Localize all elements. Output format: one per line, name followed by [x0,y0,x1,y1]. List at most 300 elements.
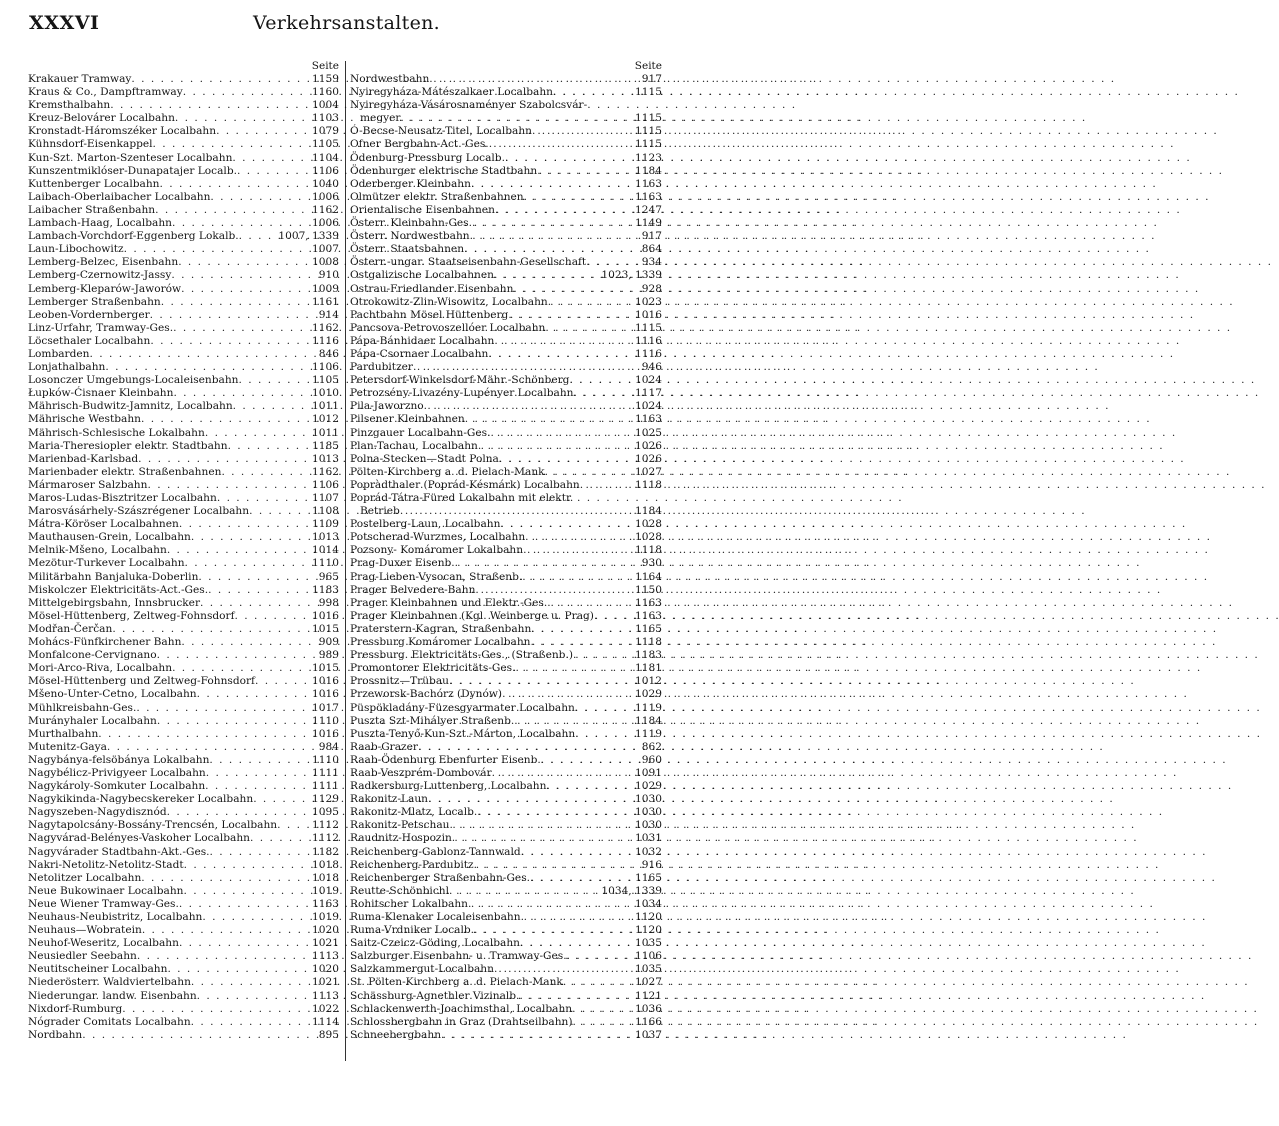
index-entry [350,138,662,151]
dot-leader [138,453,310,466]
entry-page: 1149 [635,217,662,230]
entry-name: Löcsethaler Localbahn [28,334,151,347]
dot-leader [167,963,310,976]
entry-page: 1008 [312,256,339,269]
entry-page: 1162 [312,321,339,334]
entry-name: Lambach-Haag, Localbahn [28,217,173,230]
dot-leader [191,976,310,989]
dot-leader [494,269,599,282]
dot-leader [175,112,310,125]
dot-leader [474,924,633,937]
index-entry [28,204,339,217]
index-entry [350,754,662,767]
entry-name: Neutitscheiner Localbahn [28,963,168,976]
dot-leader [548,296,633,309]
index-entry [28,688,339,701]
index-entry [350,73,662,86]
entry-page: 1040 [312,177,339,190]
entry-name: Kraus & Co., Dampftramway [28,86,183,99]
entry-name: Potscherad-Wurzmes, Localbahn [350,531,526,544]
entry-name: Raab-Veszprém-Dombovár [350,766,492,779]
index-entry [350,125,662,138]
entry-name: Nakri-Netolitz-Netolitz-Stadt [28,858,184,871]
dot-leader [472,217,633,230]
index-entry [28,152,339,165]
entry-name: Schässburg-Agnethler Vizinalb. [350,989,520,1002]
dot-leader [429,73,639,86]
entry-page: 946 [641,361,662,374]
entry-page: 1034 [635,897,662,910]
dot-leader [150,335,310,348]
index-entry [28,112,339,125]
dot-leader [171,269,316,282]
entry-name: Rakonitz-Mlatz, Localb. [350,806,478,819]
dot-leader [594,610,633,623]
entry-name: Lemberg-Czernowitz-Jassy [28,269,172,282]
dot-leader [586,256,640,269]
entry-name: Orientalische Eisenbahnen [350,203,495,216]
entry-name: Kreuz-Belovárer Localbahn [28,112,175,125]
entry-page: 1006 [312,217,339,230]
page-header [29,12,664,38]
entry-name: Prag-Lieben-Vysocan, Straßenb. [350,570,523,583]
dot-leader [580,479,633,492]
index-entry [28,610,339,623]
index-entry [350,531,662,544]
dot-leader [122,1003,310,1016]
dot-leader [161,296,310,309]
entry-page: 1115 [635,125,662,138]
entry-name: Otrokowitz-Zlin-Wisowitz, Localbahn [350,295,548,308]
dot-leader [553,86,633,99]
entry-page: 1159 [312,73,339,85]
entry-page: 1163 [635,609,662,622]
index-entry [28,440,339,453]
index-entry [28,492,339,505]
dot-leader [492,767,633,780]
entry-page: 1160 [312,86,339,99]
entry-name: Nixdorf-Rumburg [28,1002,123,1015]
dot-leader [532,125,633,138]
index-entry [350,335,662,348]
dot-leader [449,885,599,898]
entry-page: 1030 [635,806,662,819]
index-entry [28,322,339,335]
entry-name: Reichenberger Straßenbahn-Ges. [350,871,531,884]
entry-name: Rohitscher Lokalbahn [350,897,468,910]
dot-leader [155,204,310,217]
dot-leader [197,990,310,1003]
entry-name: Schlossbergbahn in Graz (Drahtseilbahn) [350,1015,573,1028]
entry-page: 1106 [312,361,339,374]
dot-leader [210,846,311,859]
entry-name: Linz-Urfahr, Tramway-Ges. [28,321,174,334]
entry-name: Neuhof-Weseritz, Localbahn [28,937,179,950]
dot-leader [160,178,311,191]
entry-page: 1120 [635,924,662,937]
index-entry [28,623,339,636]
entry-page: 1163 [312,897,339,910]
dot-leader [546,780,633,793]
entry-page: 1036 [635,1002,662,1015]
index-entry [28,125,339,138]
index-entry [28,544,339,557]
entry-name: megyer [360,112,401,125]
index-entry [350,322,662,335]
index-entry [350,859,662,872]
index-entry [350,636,662,649]
index-entry [350,112,662,125]
entry-name: Ödenburger elektrische Stadtbahn [350,164,538,177]
entry-page: 1013 [312,531,339,544]
entry-name: Murányhaler Localbahn [28,714,157,727]
dot-leader [531,623,633,636]
entry-name: Mármaroser Salzbahn [28,478,148,491]
index-entry [28,479,339,492]
index-entry [350,387,662,400]
index-entry [350,976,662,989]
dot-leader [522,571,633,584]
dot-leader [141,872,310,885]
entry-page: 1129 [312,793,339,806]
entry-page: 1247 [635,203,662,216]
index-column-left [28,60,339,1042]
entry-page: 1021 [312,976,339,989]
entry-name: Mährisch-Budwitz-Jamnitz, Localbahn [28,400,233,413]
entry-page: 1165 [635,622,662,635]
index-entry [28,217,339,230]
dot-leader [513,283,639,296]
entry-name: Reichenberg-Gablonz-Tannwald [350,845,521,858]
dot-leader [465,413,633,426]
index-entry [28,269,339,282]
entry-page: 1163 [635,596,662,609]
index-entry [28,466,339,479]
index-entry [350,702,662,715]
dot-leader [452,832,633,845]
index-entry [350,950,662,963]
index-entry [350,1029,662,1042]
entry-page: 1184 [635,505,662,518]
dot-leader [184,859,310,872]
index-entry [28,754,339,767]
index-entry [28,924,339,937]
entry-page: 1007, 1339 [278,230,339,243]
dot-leader [249,505,310,518]
entry-name: Mösel-Hüttenberg, Zeltweg-Fohnsdorf [28,609,235,622]
entry-name: Laibacher Straßenbahn [28,203,156,216]
index-entry [28,309,339,322]
entry-name: Raudnitz-Hospozin [350,832,452,845]
entry-name: Raab-Ödenburg Ebenfurter Eisenb. [350,753,541,766]
entry-name: Plan-Tachau, Localbahn [350,439,478,452]
entry-page: 1030 [635,819,662,832]
dot-leader [197,688,310,701]
index-entry [28,846,339,859]
dot-leader [424,400,633,413]
index-entry [350,832,662,845]
entry-name: Nagyszeben-Nagydisznód [28,806,167,819]
entry-page: 1109 [312,518,339,531]
index-entry [28,885,339,898]
index-entry [350,793,662,806]
entry-name: Schneebergbahn [350,1028,442,1041]
entry-page: 1016 [312,727,339,740]
index-entry [28,531,339,544]
entry-page: 1163 [635,177,662,190]
entry-page: 934 [641,256,662,269]
entry-name: Maros-Ludas-Bisztritzer Localbahn [28,492,217,504]
entry-name: Pápa-Bánhidaer Localbahn [350,334,495,347]
entry-page: 1161 [312,295,339,308]
index-entry [28,243,339,256]
index-entry [350,479,662,492]
entry-name: Prossnitz—Trübau [350,675,449,688]
dot-leader [428,793,633,806]
dot-leader [217,492,310,505]
entry-name: Rakonitz-Laun [350,793,428,806]
index-entry [28,898,339,911]
entry-name: Lemberg-Kleparów-Jaworów [28,282,182,295]
index-entry [350,165,662,178]
index-entry [350,99,662,112]
entry-page: 930 [641,557,662,570]
dot-leader [191,1016,310,1029]
index-entry [350,466,662,479]
entry-page: 1027 [635,465,662,478]
dot-leader [205,780,310,793]
index-entry [28,702,339,715]
index-entry [28,872,339,885]
index-entry [350,571,662,584]
entry-name: Monfalcone-Cervignano [28,649,157,662]
entry-page: 916 [641,858,662,871]
entry-name: Ostgalizische Localbahnen [350,269,494,282]
dot-leader [216,125,310,138]
index-entry [28,937,339,950]
entry-name: Miskolczer Elektricitäts-Act.-Ges. [28,583,209,596]
entry-name: Ostrau-Friedlander Eisenbahn [350,282,514,295]
dot-leader [172,662,310,675]
entry-page: 1024 [635,400,662,413]
entry-name: Mezötur-Turkever Localbahn [28,557,185,570]
dot-leader [205,427,310,440]
index-entry [28,387,339,400]
entry-name: Ödenburg-Pressburg Localb. [350,151,505,164]
entry-name: Reichenberg-Pardubitz [350,858,474,871]
index-entry [350,819,662,832]
dot-leader [545,466,633,479]
entry-name: Marosvásárhely-Szászrégener Localbahn [28,505,250,518]
entry-name: Maria-Theresiopler elektr. Stadtbahn [28,439,228,452]
entry-name: Mauthausen-Grein, Localbahn [28,531,191,544]
dot-leader [441,1029,633,1042]
dot-leader [545,322,633,335]
entry-page: 1006 [312,190,339,203]
entry-name: Mutenitz-Gaya [28,740,107,753]
entry-name: Mittelgebirgsbahn, Innsbrucker [28,596,201,609]
entry-page: 910 [318,269,339,282]
entry-page: 1020 [312,963,339,976]
dot-leader [520,937,633,950]
entry-page: 1016 [635,308,662,321]
index-entry [28,806,339,819]
entry-page: 1150 [635,583,662,596]
index-entry [28,99,339,112]
entry-name: Marienbad-Karlsbad [28,452,139,465]
entry-page: 1013 [312,452,339,465]
dot-leader [500,518,633,531]
entry-name: Pilsener Kleinbahnen [350,413,465,426]
entry-page: 1115 [635,86,662,99]
entry-name: Oderberger Kleinbahn [350,177,471,190]
dot-leader [449,675,633,688]
entry-name: Krakauer Tramway [28,73,132,85]
dot-leader [515,662,633,675]
index-entry [350,846,662,859]
entry-page: 1106 [312,478,339,491]
dot-leader [277,819,310,832]
entry-page: 1079 [312,125,339,138]
entry-page: 1010 [312,387,339,400]
dot-leader [200,597,317,610]
page-number: XXXVI [29,12,100,34]
entry-page: 909 [318,636,339,649]
entry-name: Nagybélicz-Privigyeer Localbahn [28,766,206,779]
dot-leader [494,963,633,976]
dot-leader [233,400,310,413]
entry-name: Ofner Bergbahn-Act.-Ges. [350,138,489,151]
index-entry [28,400,339,413]
index-entry [28,584,339,597]
index-entry [28,518,339,531]
entry-name: Rakonitz-Petschau [350,819,450,832]
entry-page: 1118 [635,478,662,491]
index-entry [28,819,339,832]
entry-page: 1111 [312,780,339,793]
dot-leader [519,990,633,1003]
dot-leader [537,165,633,178]
entry-page: 1185 [312,439,339,452]
entry-page: 1025 [635,426,662,439]
index-entry [350,557,662,570]
entry-name: Lemberger Straßenbahn [28,295,161,308]
index-entry [350,872,662,885]
entry-page: 917 [641,73,662,85]
index-entry [350,296,662,309]
index-entry [28,335,339,348]
dot-leader [198,571,316,584]
dot-leader [475,584,633,597]
entry-name: Pressburg. Elektricitäts-Ges., (Straßenb.) [350,649,573,662]
entry-page: 1021 [312,937,339,950]
entry-page: 1016 [312,688,339,701]
dot-leader [524,191,633,204]
dot-leader [221,466,310,479]
dot-leader [208,584,310,597]
entry-name: Postelberg-Laun, Localbahn [350,518,501,531]
entry-page: 1004 [312,99,339,112]
dot-leader [167,806,310,819]
entry-page: 1019 [312,911,339,923]
entry-page: 1104 [312,151,339,164]
index-entry [350,453,662,466]
index-entry [28,715,339,728]
entry-page: 984 [318,740,339,753]
entry-name: Mori-Arco-Riva, Localbahn [28,662,173,675]
index-entry [350,623,662,636]
index-entry [28,1029,339,1042]
entry-name: Kühnsdorf-Eisenkappel [28,138,153,151]
entry-page: 998 [318,596,339,609]
entry-page: 1011 [312,400,339,413]
entry-name: Nyiregyháza-Vásárosnaményer Szabolcsvár- [350,99,588,112]
entry-name: Kronstadt-Háromszéker Localbahn [28,125,217,138]
entry-page: 960 [641,753,662,766]
index-entry [28,178,339,191]
entry-page: 1022 [312,1002,339,1015]
entry-page: 917 [641,230,662,243]
entry-page: 846 [318,347,339,360]
dot-leader [136,702,310,715]
dot-leader [209,754,310,767]
entry-name: Puszta-Tenyő-Kun-Szt.-Márton, Localbahn [350,727,576,740]
entry-name: Mösel-Hüttenberg und Zeltweg-Fohnsdorf [28,675,255,688]
entry-page: 1029 [635,780,662,793]
entry-name: Prag-Duxer Eisenb. [350,557,455,570]
index-entry [28,780,339,793]
index-entry [28,361,339,374]
page-column-label: Seite [634,60,662,72]
index-entry [28,413,339,426]
index-entry [28,728,339,741]
entry-name: Pressburg Komáromer Localbahn [350,636,531,649]
entry-name: Kuttenberger Localbahn [28,177,160,190]
dot-leader [82,1029,317,1042]
index-entry [350,1003,662,1016]
index-entry [350,427,662,440]
entry-page: 1165 [635,871,662,884]
dot-leader [490,427,633,440]
entry-name: Nyiregyháza-Mátészalkaer Localbahn [350,86,553,99]
entry-name: Losonczer Umgebungs-Localeisenbahn [28,374,239,387]
entry-name: Österr. Staatsbahnen [350,243,465,256]
dot-leader [505,152,633,165]
entry-name: Leoben-Vordernberger [28,308,150,321]
index-entry [350,204,662,217]
index-entry [350,688,662,701]
entry-name: Polna-Stecken—Stadt Polna [350,452,499,465]
entry-name: Lombarden [28,347,90,360]
entry-page: 1119 [635,701,662,714]
entry-name: Kremsthalbahn [28,99,111,112]
entry-page: 864 [641,243,662,256]
entry-page: 965 [318,570,339,583]
dot-leader [470,230,640,243]
entry-page: 1015 [312,662,339,675]
entry-name: Poprád-Tátra-Füred Lokalbahn mit elektr. [350,492,574,504]
index-entry [350,191,662,204]
entry-page: 1110 [312,557,339,570]
index-entry [28,1003,339,1016]
entry-page: 1116 [635,334,662,347]
entry-name: Laibach-Oberlaibacher Localbahn [28,190,211,203]
index-entry [350,217,662,230]
index-entry [28,767,339,780]
entry-name: Pancsova-Petrovoszellóer Localbahn [350,321,546,334]
entry-name: St. Pölten-Kirchberg a. d. Pielach-Mank [350,976,563,989]
entry-page: 1116 [312,334,339,347]
